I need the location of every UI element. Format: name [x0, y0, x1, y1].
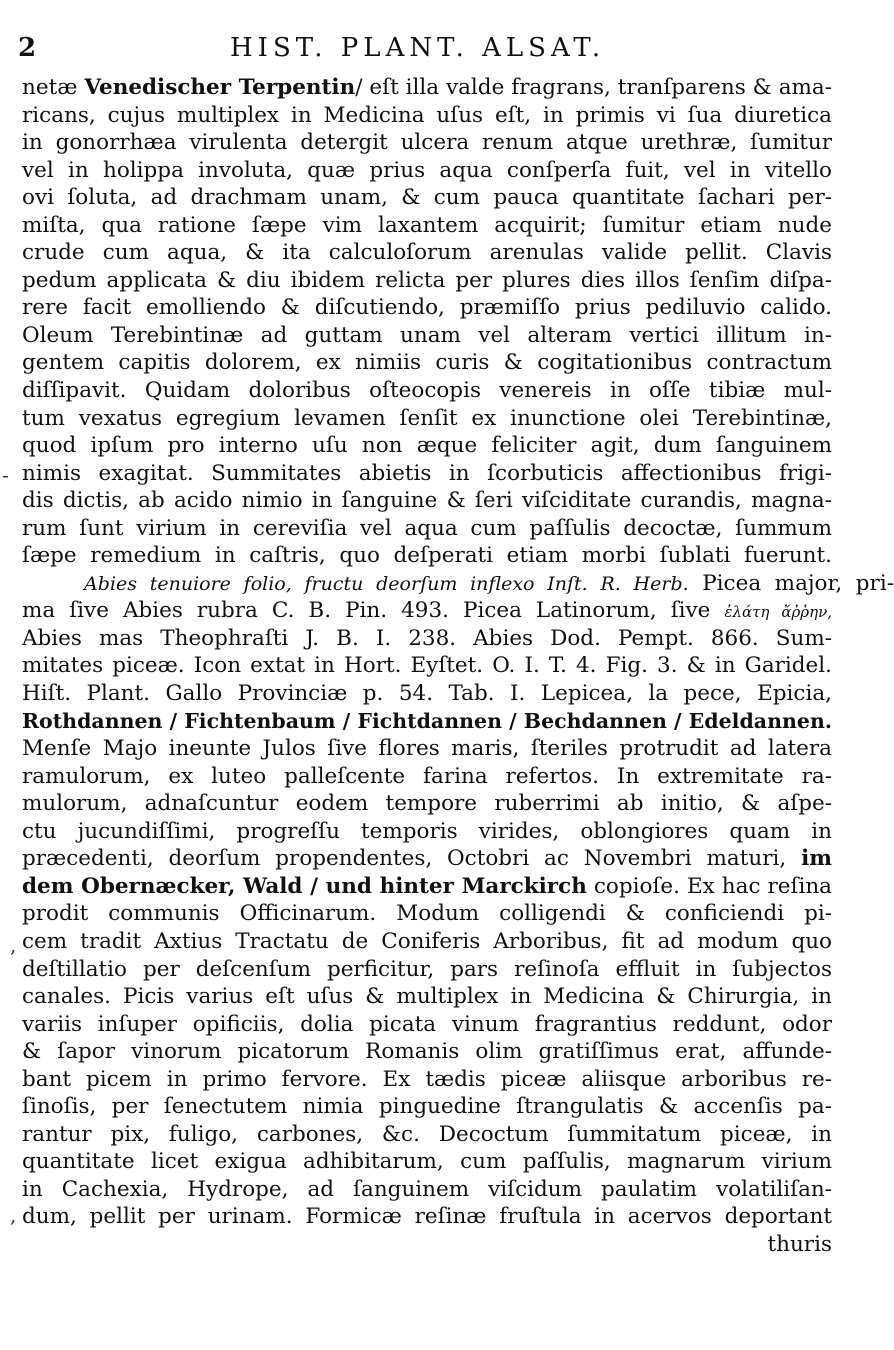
text-run: crude cum aqua, & ita calculoſorum arenulas valide pellit. Clavis [22, 240, 832, 266]
text-line [22, 708, 832, 736]
text-line [22, 1148, 832, 1176]
text-line [22, 184, 832, 212]
text-line [22, 157, 832, 185]
text-line [22, 129, 832, 157]
text-line [22, 1066, 832, 1094]
text-line [22, 1038, 832, 1066]
text-line [22, 928, 832, 956]
text-run: dum, pellit per urinam. Formicæ reſinæ fruſtula in acervos deportant [22, 1204, 832, 1230]
text-line [22, 267, 832, 295]
text-run: mitates piceæ. Icon extat in Hort. Eyſtet. O. I. T. 4. Fig. 3. & in Garidel. [22, 653, 832, 679]
text-line [22, 735, 832, 763]
text-run: ramulorum, ex luteo palleſcente farina refertos. In extremitate ra- [22, 763, 832, 789]
text-line [22, 405, 832, 433]
text-line [22, 1011, 832, 1039]
text-run: Abies mas Theophraſti J. B. I. 238. Abies Dod. Pempt. 866. Sum- [22, 625, 832, 651]
text-line [22, 460, 832, 488]
greek-text: ἐλάτη ἄῤῥην, [724, 603, 832, 622]
text-line [22, 570, 894, 598]
text-run: quantitate licet exigua adhibitarum, cum paſſulis, magnarum virium [22, 1149, 832, 1175]
text-run: Menſe Majo ineunte Julos ſive flores maris, ſteriles protrudit ad latera [22, 736, 832, 762]
text-line [22, 487, 832, 515]
text-run: nimis exagitat. Summitates abietis in ſcorbuticis affectionibus frigi- [22, 460, 832, 486]
text-run: mulorum, adnaſcuntur eodem tempore ruberrimi ab initio, & aſpe- [22, 791, 832, 817]
text-line [22, 1093, 832, 1121]
german-blackletter-text: Venedischer Terpentin [84, 75, 356, 100]
text-line [22, 597, 832, 625]
text-line [22, 652, 832, 680]
text-run: pedum applicata & diu ibidem relicta per plures dies illos ſenſim diſpa- [22, 267, 832, 293]
text-run: / eſt illa valde fragrans, tranſparens & ama- [355, 75, 832, 100]
text-line [22, 515, 832, 543]
text-line [22, 377, 832, 405]
italic-species-name: Abies tenuiore folio, fructu deorſum inflexo Inſt. R. Herb. [84, 572, 689, 595]
text-line [22, 873, 832, 901]
text-line [22, 349, 832, 377]
text-run: dis dictis, ab acido nimio in ſanguine & ſeri viſciditate curandis, magna- [22, 488, 832, 514]
text-run: canales. Picis varius eſt uſus & multiplex in Medicina & Chirurgia, in [22, 984, 832, 1010]
text-run: & ſapor vinorum picatorum Romanis olim gratiſſimus erat, affunde- [22, 1039, 832, 1065]
text-run: cem tradit Axtius Tractatu de Coniferis Arboribus, fit ad modum quo [22, 928, 832, 954]
text-line [22, 74, 832, 102]
text-run: rum ſunt virium in cereviſia vel aqua cum paſſulis decoctæ, ſummum [22, 515, 832, 541]
text-line [22, 845, 832, 873]
text-run: Oleum Terebintinæ ad guttam unam vel alteram vertici illitum in- [22, 322, 832, 348]
text-run: Picea major, pri- [688, 570, 894, 596]
text-line [22, 763, 832, 791]
text-line [22, 680, 832, 708]
text-line [22, 212, 832, 240]
text-run: gentem capitis dolorem, ex nimiis curis & cogitationibus contractum [22, 350, 832, 376]
text-run: ma ſive Abies rubra C. B. Pin. 493. Picea Latinorum, ſive [22, 598, 725, 624]
text-run: tum vexatus egregium levamen ſenſit ex inunctione olei Terebintinæ, [22, 405, 832, 431]
text-run: prodit communis Officinarum. Modum colligendi & conficiendi pi- [22, 901, 832, 927]
text-run: ovi ſoluta, ad drachmam unam, & cum pauca quantitate ſachari per- [22, 185, 832, 211]
text-run: quod ipſum pro interno uſu non æque feliciter agit, dum ſanguinem [22, 433, 832, 459]
text-run: ctu jucundiſſimi, progreſſu temporis virides, oblongiores quam in [22, 818, 832, 844]
page-header [18, 30, 838, 70]
text-run: ſinoſis, per ſenectutem nimia pinguedine ſtrangulatis & accenſis pa- [22, 1094, 832, 1120]
body-text [22, 74, 894, 1259]
margin-mark: - [2, 463, 9, 487]
text-line [22, 239, 832, 267]
text-line [22, 900, 832, 928]
text-line [22, 542, 832, 570]
text-line [22, 818, 832, 846]
text-line [22, 790, 832, 818]
german-blackletter-text: dem Obernæcker, Wald / und hinter Marckirch [22, 873, 587, 899]
margin-mark: , [10, 1203, 17, 1227]
text-run: copioſe. Ex hac reſina [586, 873, 833, 899]
text-line [22, 432, 832, 460]
text-run: thuris [767, 1231, 832, 1257]
text-line [22, 625, 832, 653]
text-run: diſſipavit. Quidam doloribus oſteocopis venereis in oſſe tibiæ mul- [22, 378, 832, 404]
text-line [22, 956, 832, 984]
page-number: 2 [18, 33, 37, 63]
text-line [22, 294, 832, 322]
text-line [22, 1176, 832, 1204]
text-run: ricans, cujus multiplex in Medicina uſus eſt, in primis vi ſua diuretica [22, 102, 832, 128]
text-line [22, 983, 832, 1011]
text-run: deſtillatio per deſcenſum perficitur, pars reſinoſa effluit in ſubjectos [22, 956, 832, 982]
text-run: ſæpe remedium in caſtris, quo deſperati etiam morbi ſublati fuerunt. [22, 543, 832, 569]
text-run: variis inſuper opificiis, dolia picata vinum fragrantius reddunt, odor [22, 1011, 832, 1037]
text-run: in gonorrhæa virulenta detergit ulcera renum atque urethræ, ſumitur [22, 130, 832, 156]
german-blackletter-text: Rothdannen / Fichtenbaum / Fichtdannen / Bechdannen / Edeldannen. [22, 708, 832, 733]
text-line [22, 322, 832, 350]
text-run: miſta, qua ratione ſæpe vim laxantem acquirit; ſumitur etiam nude [22, 212, 832, 238]
text-run: bant picem in primo fervore. Ex tædis piceæ aliisque arboribus re- [22, 1066, 832, 1092]
text-run: in Cachexia, Hydrope, ad ſanguinem viſcidum paulatim volatiliſan- [22, 1176, 832, 1202]
text-line [22, 1231, 832, 1259]
text-line [22, 102, 832, 130]
text-run: Hiſt. Plant. Gallo Provinciæ p. 54. Tab. I. Lepicea, la pece, Epicia, [22, 681, 832, 707]
text-run: netæ [22, 75, 85, 100]
text-line [22, 1121, 832, 1149]
text-run: rere facit emolliendo & diſcutiendo, præmiſſo prius pediluvio calido. [22, 295, 832, 321]
margin-mark: , [10, 933, 17, 957]
text-run: vel in holippa involuta, quæ prius aqua conſperſa fuit, vel in vitello [22, 157, 832, 183]
text-run: præcedenti, deorſum propendentes, Octobri ac Novembri maturi, [22, 846, 802, 872]
running-title: HIST. PLANT. ALSAT. [230, 33, 606, 63]
text-line [22, 1203, 832, 1231]
german-blackletter-text: im [801, 846, 832, 872]
text-run: rantur pix, fuligo, carbones, &c. Decoctum ſummitatum piceæ, in [22, 1121, 832, 1147]
